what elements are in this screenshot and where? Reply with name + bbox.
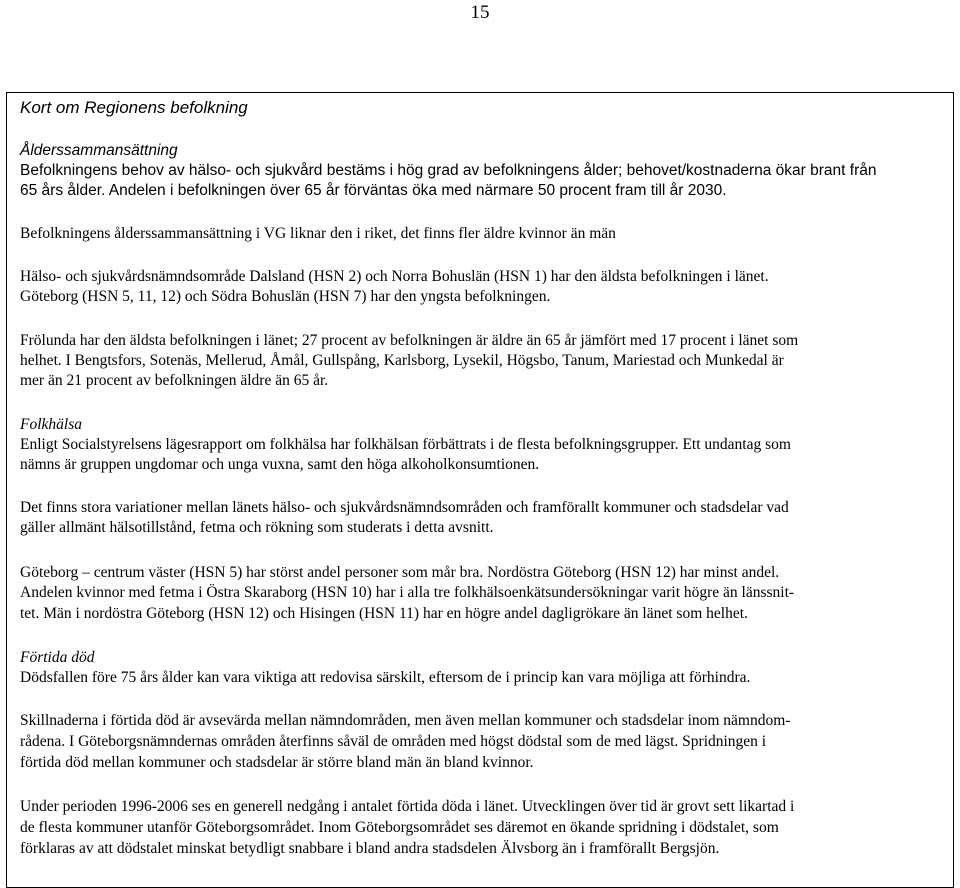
- box-title: Kort om Regionens befolkning: [20, 98, 248, 117]
- paragraph-line: Enligt Socialstyrelsens lägesrapport om folkhälsa har folkhälsan förbättrats i de flesta befolkningsgrupper. Ett undantag som: [20, 436, 791, 453]
- paragraph-line: nämns är gruppen ungdomar och unga vuxna, samt den höga alkoholkonsumtionen.: [20, 456, 540, 473]
- paragraph-line: Under perioden 1996-2006 ses en generell nedgång i antalet förtida döda i länet. Utvecklingen över tid är grovt sett likartad i: [20, 798, 795, 815]
- section-title-fortida-dod: Förtida död: [20, 649, 95, 666]
- paragraph-line: 65 års ålder. Andelen i befolkningen över 65 år förväntas öka med närmare 50 procent fram till år 2030.: [20, 182, 727, 199]
- paragraph-line: de flesta kommuner utanför Göteborgsområdet. Inom Göteborgsområdet ses däremot en ökande spridning i dödstalet, som: [20, 819, 779, 836]
- page-number: 15: [470, 2, 490, 23]
- paragraph-line: Göteborg (HSN 5, 11, 12) och Södra Bohuslän (HSN 7) har den yngsta befolkningen.: [20, 288, 551, 305]
- section-title-alderssammansattning: Ålderssammansättning: [20, 142, 178, 159]
- paragraph-line: mer än 21 procent av befolkningen äldre än 65 år.: [20, 372, 329, 389]
- paragraph-line: Skillnaderna i förtida död är avsevärda mellan nämndområden, men även mellan kommuner och stadsdelar inom nämndom-: [20, 712, 791, 729]
- paragraph-line: Frölunda har den äldsta befolkningen i länet; 27 procent av befolkningen är äldre än 65 år jämfört med 17 procent i länet som: [20, 332, 799, 349]
- paragraph-line: Befolkningens behov av hälso- och sjukvård bestäms i hög grad av befolkningens ålder; behovet/kostnaderna ökar brant från: [20, 162, 877, 179]
- paragraph-line: Andelen kvinnor med fetma i Östra Skaraborg (HSN 10) har i alla tre folkhälsoenkätsundersökningar varit högre än länssnit-: [20, 584, 795, 601]
- paragraph-line: helhet. I Bengtsfors, Sotenäs, Mellerud, Åmål, Gullspång, Karlsborg, Lysekil, Högsbo, Tanum, Mariestad och Munkedal är: [20, 352, 784, 369]
- paragraph-line: Göteborg – centrum väster (HSN 5) har störst andel personer som mår bra. Nordöstra Göteborg (HSN 12) har minst andel.: [20, 564, 780, 581]
- paragraph-line: Det finns stora variationer mellan länets hälso- och sjukvårdsnämndsområden och framförallt kommuner och stadsdelar vad: [20, 499, 789, 516]
- paragraph-line: rådena. I Göteborgsnämndernas områden återfinns såväl de områden med högst dödstal som de med lägst. Spridningen i: [20, 733, 767, 750]
- paragraph-line: tet. Män i nordöstra Göteborg (HSN 12) och Hisingen (HSN 11) har en högre andel dagligrökare än länet som helhet.: [20, 605, 748, 622]
- paragraph-line: Dödsfallen före 75 års ålder kan vara viktiga att redovisa särskilt, eftersom de i princip kan vara möjliga att förhindra.: [20, 669, 751, 686]
- paragraph-line: förtida död mellan kommuner och stadsdelar är större bland män än bland kvinnor.: [20, 754, 534, 771]
- paragraph-line: Hälso- och sjukvårdsnämndsområde Dalsland (HSN 2) och Norra Bohuslän (HSN 1) har den äldsta befolkningen i länet.: [20, 268, 769, 285]
- paragraph-line: förklaras av att dödstalet minskat betydligt snabbare i bland andra stadsdelen Älvsborg än i framförallt Bergsjön.: [20, 840, 720, 857]
- info-box: [6, 92, 954, 888]
- paragraph-line: Befolkningens ålderssammansättning i VG liknar den i riket, det finns fler äldre kvinnor än män: [20, 225, 616, 242]
- section-title-folkhalsa: Folkhälsa: [20, 416, 82, 433]
- paragraph-line: gäller allmänt hälsotillstånd, fetma och rökning som studerats i detta avsnitt.: [20, 519, 494, 536]
